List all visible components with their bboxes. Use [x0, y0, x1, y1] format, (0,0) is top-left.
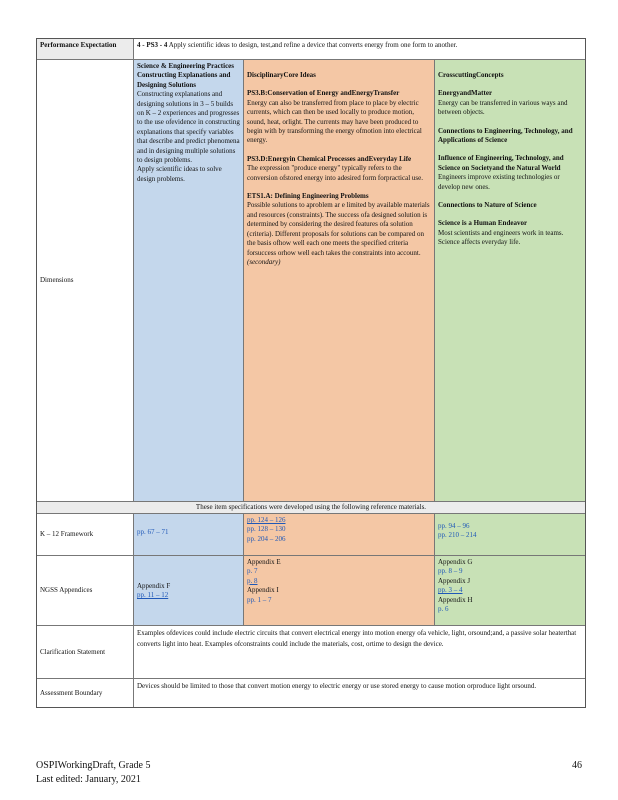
ngss-dci-pages-2[interactable]: pp. 1 – 7	[247, 595, 272, 604]
k12-ccc-cell	[435, 514, 585, 555]
assessment-row	[37, 679, 585, 707]
dci-s1-title: PS3.B:Conservation of Energy andEnergyTransfer	[247, 89, 400, 98]
footer-line-2: Last edited: January, 2021	[36, 774, 141, 785]
ccc-s5-bullet-1: Most scientists and engineers work in teams.	[438, 228, 564, 237]
dimensions-label	[37, 60, 134, 501]
ngss-sep-cell	[134, 556, 244, 625]
performance-label: Performance Expectation	[37, 39, 134, 59]
page-number: 46	[572, 760, 582, 771]
sep-bullet: Apply scientific ideas to solve design problems.	[137, 165, 222, 183]
ccc-column	[435, 60, 585, 501]
ngss-ccc-pages-1[interactable]: pp. 8 – 9	[438, 567, 463, 576]
ngss-sep-pages[interactable]: pp. 11 – 12	[137, 591, 169, 600]
ngss-ccc-pages-2[interactable]: pp. 3 – 4	[438, 586, 463, 595]
assessment-label	[37, 679, 134, 707]
ngss-ccc-appendix-2: Appendix J	[438, 576, 471, 585]
k12-sep-pages[interactable]: pp. 67 – 71	[137, 528, 169, 536]
assessment-text: Devices should be limited to those that convert motion energy to electric energy or use stored energy to cause motion orproduce light orsound.	[137, 682, 537, 690]
performance-code: 4 - PS3 - 4	[137, 41, 168, 49]
ccc-s1-body: Energy can be transferred in various ways and between objects.	[438, 98, 568, 117]
sep-column	[134, 60, 244, 501]
ngss-dci-pages-1a[interactable]: p. 7	[247, 567, 258, 576]
performance-row	[37, 39, 585, 60]
ccc-s1-title: EnergyandMatter	[438, 89, 493, 98]
dci-s2-body: The expression "produce energy" typically refers to the conversion ofstored energy into adesired form forpractical use.	[247, 164, 423, 182]
k12-row	[37, 514, 585, 556]
assessment-label-text: Assessment Boundary	[40, 688, 103, 697]
k12-dci-pages-3[interactable]: pp. 204 – 206	[247, 534, 286, 543]
ngss-ccc-appendix-3: Appendix H	[438, 595, 473, 604]
specs-note-row	[37, 502, 585, 514]
dci-column	[244, 60, 435, 501]
performance-text	[134, 39, 585, 59]
performance-description: Apply scientific ideas to design, test,and refine a device that converts energy from one form to another.	[168, 41, 458, 49]
dimensions-row	[37, 60, 585, 502]
ngss-dci-pages-1b[interactable]: p. 8	[247, 576, 258, 585]
dci-s2-title: PS3.D:Energyin Chemical Processes andEveryday Life	[247, 154, 412, 163]
ccc-s5-title: Science is a Human Endeavor	[438, 219, 528, 228]
footer-line-1: OSPIWorkingDraft, Grade 5	[36, 760, 151, 771]
ngss-dci-appendix-1: Appendix E	[247, 558, 281, 566]
ngss-sep-appendix: Appendix F	[137, 582, 171, 590]
ngss-ccc-cell	[435, 556, 585, 625]
standards-table	[36, 38, 586, 708]
ngss-ccc-appendix-1: Appendix G	[438, 558, 473, 566]
dci-s3-note: (secondary)	[247, 257, 281, 266]
ngss-ccc-pages-3[interactable]: p. 6	[438, 605, 449, 614]
ngss-row	[37, 556, 585, 626]
clarification-row	[37, 626, 585, 679]
ccc-title: CrosscuttingConcepts	[438, 71, 504, 79]
sep-title: Science & Engineering Practices	[137, 62, 235, 70]
k12-dci-cell	[244, 514, 435, 555]
specs-note: These item specifications were developed using the following reference materials.	[37, 502, 585, 513]
dci-s3-title: ETS1.A: Defining Engineering Problems	[247, 192, 369, 201]
ccc-s4-title: Connections to Nature of Science	[438, 201, 537, 210]
clarification-label	[37, 626, 134, 678]
ccc-s3-body: Engineers improve existing technologies or develop new ones.	[438, 173, 560, 191]
k12-ccc-pages-1[interactable]: pp. 94 – 96	[438, 522, 470, 530]
dci-s1-body: Energy can also be transferred from place to place by electric currents, which can then be used locally to produce motion, sound, heat, orlight. The currents may have been produced to begin with by transforming the energy ofmotion into electrical energy.	[247, 98, 422, 145]
k12-label	[37, 514, 134, 555]
clarification-text: Examples ofdevices could include electric circuits that convert electrical energy into motion energy ofa vehicle, light, orsound;and, a passive solar heaterthat converts light into heat. Examples ofconstraints could include the materials, cost, ortime to design the device.	[137, 629, 577, 648]
clarification-label-text: Clarification Statement	[40, 647, 106, 656]
ccc-s5-bullet-2: Science affects everyday life.	[438, 238, 521, 247]
ngss-dci-appendix-2: Appendix I	[247, 586, 279, 595]
k12-sep-cell	[134, 514, 244, 555]
ngss-dci-cell	[244, 556, 435, 625]
k12-dci-pages-2[interactable]: pp. 128 – 130	[247, 525, 286, 534]
sep-body: Constructing explanations and designing solutions in 3 – 5 builds on K – 2 experiences and progresses to the use ofevidence in constructing explanations that specify variables that describe and predict phenomena and in designing multiple solutions to design problems.	[137, 90, 240, 165]
sep-subtitle: Constructing Explanations and Designing Solutions	[137, 71, 231, 89]
ngss-label	[37, 556, 134, 625]
dci-s3-body: Possible solutions to aproblem ar e limited by available materials and resources (constraints). The success ofa designed solution is determined by considering the desired features ofa solution (criteria). Different proposals for solutions can be compared on the basis ofhow well each one meets the specified criteria forsuccess orhow well each takes the constraints into account.	[247, 201, 430, 257]
ccc-s2-title: Connections to Engineering, Technology, and Applications of Science	[438, 126, 573, 145]
dci-title: DisciplinaryCore Ideas	[247, 71, 316, 79]
k12-ccc-pages-2[interactable]: pp. 210 – 214	[438, 531, 477, 540]
k12-dci-pages-1[interactable]: pp. 124 – 126	[247, 516, 286, 524]
dimensions-label-text: Dimensions	[40, 276, 74, 284]
ccc-s3-title: Influence of Engineering, Technology, and Science on Societyand the Natural World	[438, 154, 564, 172]
k12-label-text: K – 12 Framework	[40, 530, 94, 538]
ngss-label-text: NGSS Appendices	[40, 586, 93, 594]
